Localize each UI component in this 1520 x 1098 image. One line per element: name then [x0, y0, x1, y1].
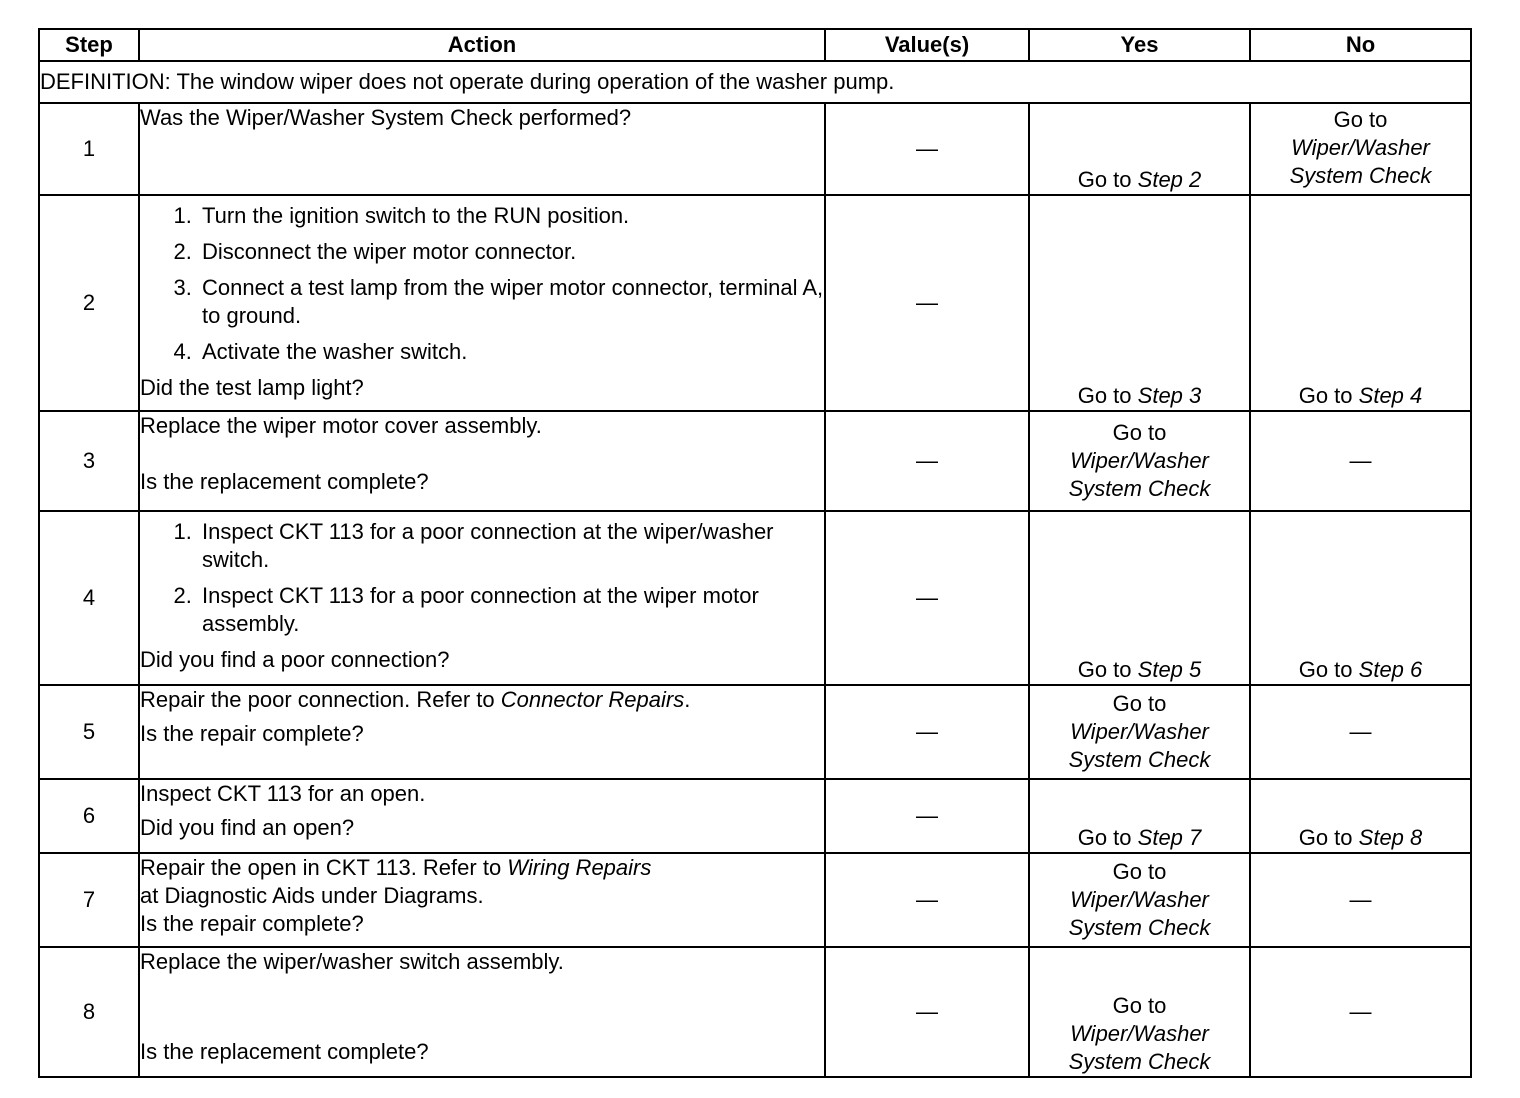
header-row [39, 29, 1471, 61]
yes-target-line2: System Check [1068, 1049, 1211, 1074]
step-number: 3 [39, 411, 139, 511]
step-number: 5 [39, 685, 139, 779]
action-steps [140, 202, 824, 366]
step-number: 6 [39, 779, 139, 853]
action-prefix: Repair the poor connection. Refer to [140, 687, 501, 712]
action-text: Replace the wiper/washer switch assembly. [140, 949, 564, 974]
action-cell [139, 103, 825, 195]
yes-target-line1: Wiper/Washer [1070, 1021, 1209, 1046]
no-cell [1250, 195, 1471, 411]
no-prefix: Go to [1298, 825, 1353, 850]
yes-target-line1: Wiper/Washer [1070, 887, 1209, 912]
no-prefix: Go to [1298, 383, 1353, 408]
no-cell [1250, 103, 1471, 195]
definition-row [39, 61, 1471, 103]
no-target-line2: System Check [1289, 163, 1432, 188]
action-step-item: 4. Activate the washer switch. [198, 338, 824, 366]
no-cell: — [1250, 411, 1471, 511]
action-question: Is the repair complete? [140, 721, 364, 746]
header-yes: Yes [1029, 29, 1250, 61]
no-target: Step 8 [1358, 825, 1423, 850]
step-number: 7 [39, 853, 139, 947]
action-step-item: 1. Turn the ignition switch to the RUN position. [198, 202, 824, 230]
action-reference: Wiring Repairs [507, 855, 652, 880]
no-target-line1: Wiper/Washer [1291, 135, 1430, 160]
yes-prefix: Go to [1077, 657, 1132, 682]
no-cell: — [1250, 947, 1471, 1077]
no-cell: — [1250, 853, 1471, 947]
yes-goto: Go to [1112, 691, 1167, 716]
step-number: 8 [39, 947, 139, 1077]
yes-target: Step 3 [1137, 383, 1202, 408]
yes-cell [1029, 195, 1250, 411]
action-prefix: Repair the open in CKT 113. Refer to [140, 855, 508, 880]
table-row [39, 195, 1471, 411]
yes-target-line2: System Check [1068, 915, 1211, 940]
no-cell: — [1250, 685, 1471, 779]
yes-prefix: Go to [1077, 167, 1132, 192]
table-row [39, 779, 1471, 853]
value-cell: — [825, 103, 1029, 195]
yes-goto: Go to [1112, 859, 1167, 884]
yes-target-line1: Wiper/Washer [1070, 719, 1209, 744]
step-number: 4 [39, 511, 139, 685]
yes-goto: Go to [1112, 993, 1167, 1018]
table-row [39, 853, 1471, 947]
yes-cell [1029, 947, 1250, 1077]
table-row [39, 103, 1471, 195]
step-number: 2 [39, 195, 139, 411]
value-cell: — [825, 853, 1029, 947]
action-reference: Connector Repairs [500, 687, 685, 712]
yes-goto: Go to [1112, 420, 1167, 445]
yes-target: Step 5 [1137, 657, 1202, 682]
yes-cell [1029, 103, 1250, 195]
action-cell [139, 411, 825, 511]
action-cell [139, 779, 825, 853]
header-action: Action [139, 29, 825, 61]
action-question: Is the replacement complete? [140, 1039, 429, 1064]
step-number: 1 [39, 103, 139, 195]
yes-target-line2: System Check [1068, 476, 1211, 501]
action-cell [139, 511, 825, 685]
table-row [39, 947, 1471, 1077]
yes-cell [1029, 511, 1250, 685]
blank-line [140, 976, 824, 1038]
value-cell: — [825, 411, 1029, 511]
definition-text: DEFINITION: The window wiper does not operate during operation of the washer pump. [39, 61, 1471, 103]
yes-cell [1029, 685, 1250, 779]
action-question: Did the test lamp light? [140, 375, 364, 400]
no-goto: Go to [1333, 107, 1388, 132]
table-row [39, 685, 1471, 779]
header-values: Value(s) [825, 29, 1029, 61]
no-cell [1250, 779, 1471, 853]
action-question: Is the replacement complete? [140, 469, 429, 494]
action-step-item: 2. Disconnect the wiper motor connector. [198, 238, 824, 266]
yes-cell [1029, 853, 1250, 947]
yes-prefix: Go to [1077, 383, 1132, 408]
yes-cell [1029, 411, 1250, 511]
action-steps [140, 518, 824, 638]
header-no: No [1250, 29, 1471, 61]
value-cell: — [825, 511, 1029, 685]
action-question: Is the repair complete? [140, 911, 364, 936]
blank-line [140, 440, 824, 468]
action-text: Was the Wiper/Washer System Check performed? [140, 105, 632, 130]
yes-target: Step 2 [1137, 167, 1202, 192]
no-cell [1250, 511, 1471, 685]
table-row [39, 511, 1471, 685]
header-step: Step [39, 29, 139, 61]
action-suffix: . [684, 687, 691, 712]
action-text [140, 686, 824, 714]
value-cell: — [825, 195, 1029, 411]
yes-target-line1: Wiper/Washer [1070, 448, 1209, 473]
action-text [140, 854, 824, 882]
no-target: Step 4 [1358, 383, 1423, 408]
yes-prefix: Go to [1077, 825, 1132, 850]
yes-cell [1029, 779, 1250, 853]
action-cell [139, 947, 825, 1077]
no-target: Step 6 [1358, 657, 1423, 682]
action-cell [139, 195, 825, 411]
action-cell [139, 685, 825, 779]
no-prefix: Go to [1298, 657, 1353, 682]
value-cell: — [825, 779, 1029, 853]
action-question: Did you find an open? [140, 815, 355, 840]
yes-target: Step 7 [1137, 825, 1202, 850]
action-text: Replace the wiper motor cover assembly. [140, 413, 542, 438]
action-step-item: 3. Connect a test lamp from the wiper motor connector, terminal A, to ground. [198, 274, 824, 330]
value-cell: — [825, 685, 1029, 779]
action-question: Did you find a poor connection? [140, 647, 450, 672]
table-row [39, 411, 1471, 511]
diagnostic-table [38, 28, 1472, 1078]
yes-target-line2: System Check [1068, 747, 1211, 772]
value-cell: — [825, 947, 1029, 1077]
action-step-item: 1. Inspect CKT 113 for a poor connection at the wiper/washer switch. [198, 518, 824, 574]
action-step-item: 2. Inspect CKT 113 for a poor connection at the wiper motor assembly. [198, 582, 824, 638]
action-cell [139, 853, 825, 947]
action-text-line2: at Diagnostic Aids under Diagrams. [140, 883, 484, 908]
action-text: Inspect CKT 113 for an open. [140, 781, 426, 806]
